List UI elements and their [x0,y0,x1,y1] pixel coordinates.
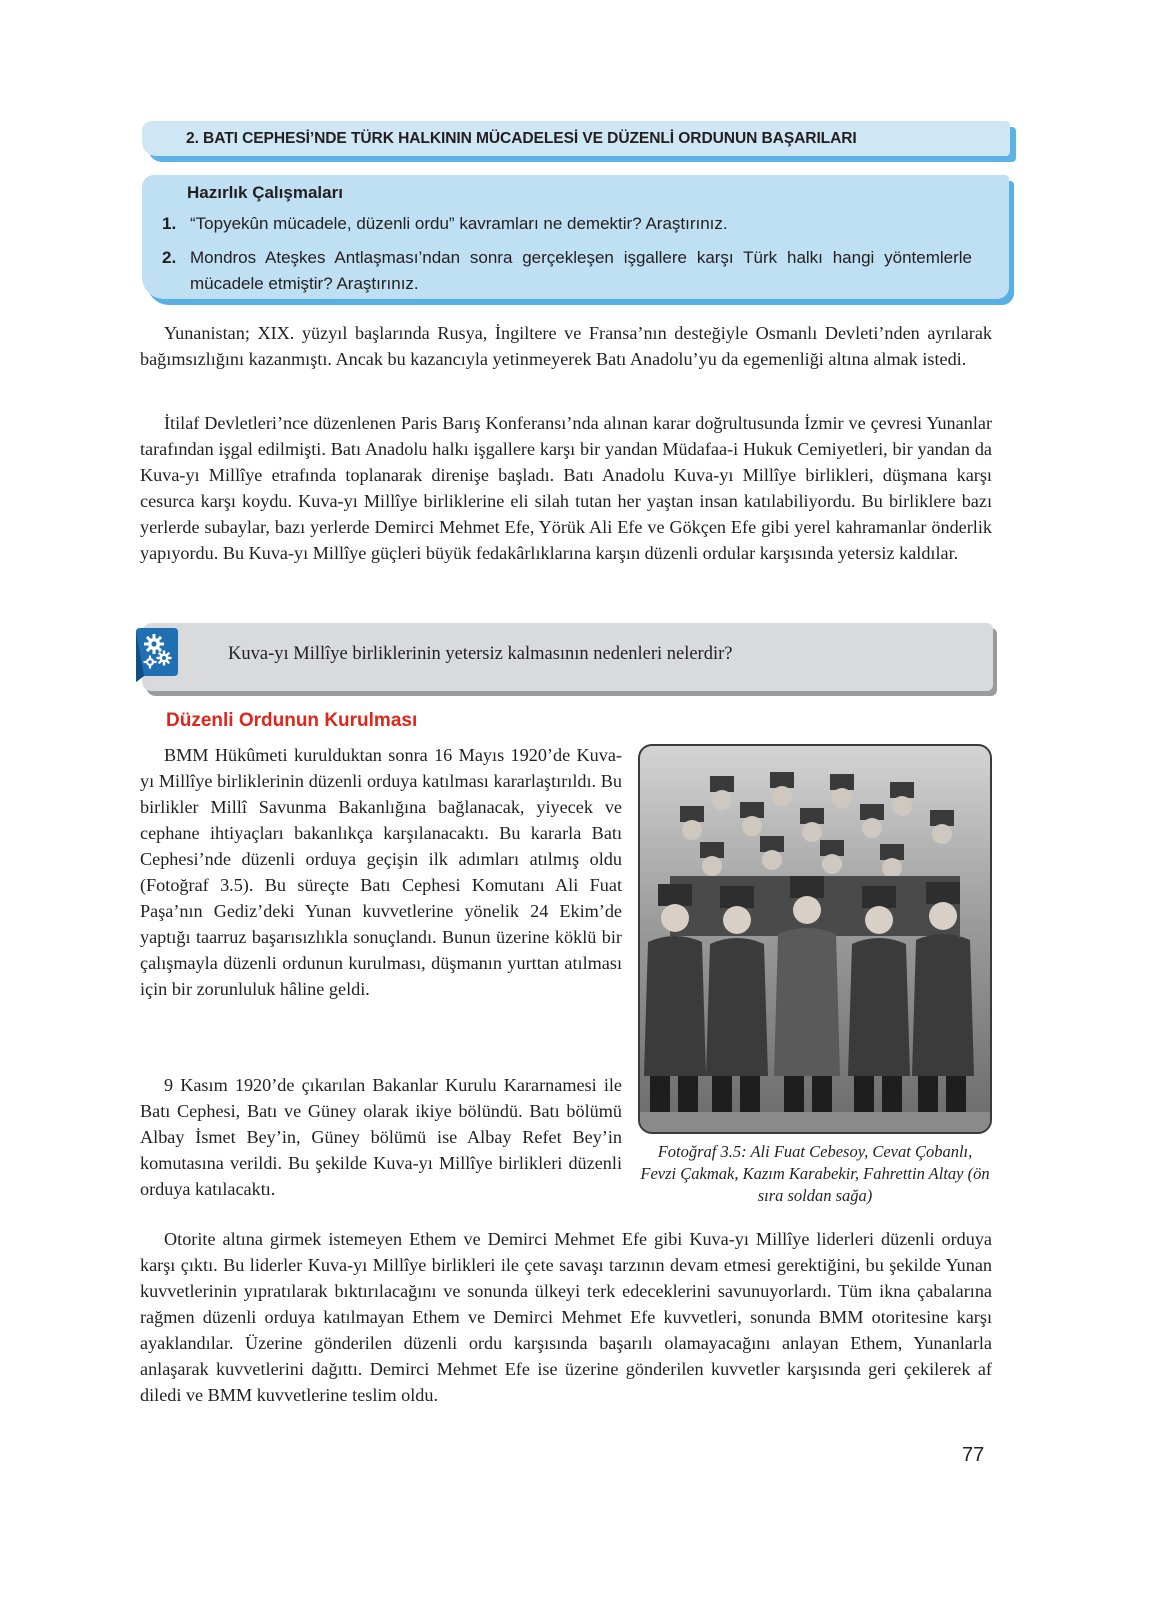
historical-group-photo [638,744,992,1134]
paragraph-decree: 9 Kasım 1920’de çıkarılan Bakanlar Kurulu Kararnamesi ile Batı Cephesi, Batı ve Güney olarak ikiye bölündü. Batı bölümü Albay İsmet Bey’in, Güney bölümü ise Albay Refet Bey’in komutasına verildi. Bu şekilde Kuva-yı Millîye birlikleri düzenli orduya katılacaktı. [140,1075,622,1199]
preparation-item [162,245,972,297]
preparation-item [162,211,972,237]
paragraph-occupation: İtilaf Devletleri’nce düzenlenen Paris Barış Konferansı’nda alınan karar doğrultusunda İzmir ve çevresi Yunanlar tarafından işgal edilmişti. Batı Anadolu halkı işgallere karşı bir yandan Müdafaa-i Hukuk Cemiyetleri, bir yandan da Kuva-yı Millîye etrafında toplanarak direnişe başladı. Batı Anadolu Kuva-yı Millîye birlikleri, düşmana karşı cesurca karşı koydu. Kuva-yı Millîye birliklerine eli silah tutan her yaştan insan katılabiliyordu. Bu birliklere bazı yerlerde subaylar, bazı yerlerde Demirci Mehmet Efe, Yörük Ali Efe ve Gökçen Efe gibi yerel kahramanlar önderlik yapıyordu. Bu Kuva-yı Millîye güçleri büyük fedakârlıklarına karşın düzenli ordular karşısında yetersiz kaldılar. [140,413,992,563]
paragraph-intro: Yunanistan; XIX. yüzyıl başlarında Rusya, İngiltere ve Fransa’nın desteğiyle Osmanlı Devleti’nden ayrılarak bağımsızlığını kazanmıştı. Ancak bu kazancıyla yetinmeyerek Batı Anadolu’yu da egemenliği altına almak istedi. [140,323,992,369]
photo-caption: Fotoğraf 3.5: Ali Fuat Cebesoy, Cevat Çobanlı, Fevzi Çakmak, Kazım Karabekir, Fahrettin Altay (ön sıra soldan sağa) [640,1142,990,1205]
item-text: Mondros Ateşkes Antlaşması’ndan sonra gerçekleşen işgallere karşı Türk halkı hangi yöntemlerle mücadele etmiştir? Araştırınız. [190,248,972,293]
preparation-box [142,175,1009,299]
item-number: 1. [162,214,177,233]
question-box [142,623,993,691]
section-title: 2. BATI CEPHESİ’NDE TÜRK HALKININ MÜCADELESİ VE DÜZENLİ ORDUNUN BAŞARILARI [186,130,857,147]
item-number: 2. [162,248,177,267]
question-text: Kuva-yı Millîye birliklerinin yetersiz kalmasının nedenleri nelerdir? [228,644,733,664]
page-number: 77 [962,1444,985,1466]
paragraph-ethem: Otorite altına girmek istemeyen Ethem ve Demirci Mehmet Efe gibi Kuva-yı Millîye liderleri düzenli orduya karşı çıktı. Bu liderler Kuva-yı Millîye birlikleri ile çete savaşı tarzının devam etmesi gerektiğini, bu şekilde Yunan kuvvetlerinin yıpratılarak bıktırılacağını ve sonunda ülkeyi terk edeceklerini savunuyorlardı. Tüm ikna çabalarına rağmen düzenli orduya katılmayan Ethem ve Demirci Mehmet Efe kuvvetleri, sonunda BMM otoritesine karşı ayaklandılar. Üzerine gönderilen düzenli ordu karşısında başarılı olamayacağını anlayan Ethem, Yunanlarla anlaşarak kuvvetlerini dağıttı. Demirci Mehmet Efe ise üzerine gönderilen kuvvetler karşısında geri çekilerek af diledi ve BMM kuvvetlerine teslim oldu. [140,1229,992,1405]
paragraph-regular-army: BMM Hükûmeti kurulduktan sonra 16 Mayıs 1920’de Kuva-yı Millîye birliklerinin düzenli orduya katılması kararlaştırıldı. Bu birlikler Millî Savunma Bakanlığına bağlanacak, yiyecek ve cephane ihtiyaçları bakanlıkça karşılanacaktı. Bu kararla Batı Cephesi’nde düzenli orduya geçişin ilk adımları atılmış oldu (Fotoğraf 3.5). Bu süreçte Batı Cephesi Komutanı Ali Fuat Paşa’nın Gediz’deki Yunan kuvvetlerine yönelik 24 Ekim’de yaptığı taarruz başarısızlıkla sonuçlandı. Bunun üzerine köklü bir çalışmayla düzenli ordunun kurulması, düşmanın yurttan atılması için bir zorunluluk hâline geldi. [140,745,622,999]
gears-icon [132,626,178,682]
preparation-title: Hazırlık Çalışmaları [187,183,343,202]
item-text: “Topyekûn mücadele, düzenli ordu” kavramları ne demektir? Araştırınız. [190,214,728,233]
subheading: Düzenli Ordunun Kurulması [166,710,418,731]
section-title-banner [142,121,1010,156]
